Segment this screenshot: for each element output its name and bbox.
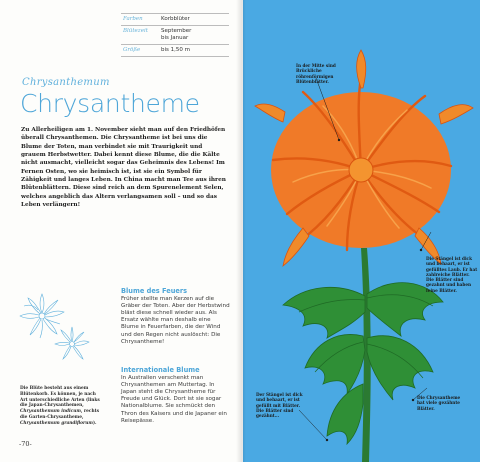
book-gutter <box>236 0 246 462</box>
section-text: In Australien verschenkt man Chrysanthemen am Muttertag. In Japan steht die Chrysantheme für Freude und Glück. Dort ist sie sogar Nationalblume. Sie schmückt den Thron des Kaisers und die Japaner ein Reisepässe. <box>121 375 227 424</box>
chrysanthemum-sketch-illustration <box>14 282 98 382</box>
page-title: Chrysantheme <box>20 89 200 118</box>
info-key: Farben <box>123 16 143 22</box>
body-text: Zu Allerheiligen am 1. November sieht man auf den Friedhöfen überall Chrysanthemen. Die Chrysantheme ist bei uns die Blume der Toten, man verbindet sie mit Traurigkeit und grauem Herbstwetter. Dabei kennt diese Blume, die die Kälte nicht ausmacht, vielleicht sogar das Geheimnis des Lebens! Im Fernen Osten, wo sie heimisch ist, ist sie ein Symbol für Zähigkeit und langes Leben. In China macht man Tee aus ihren Blütenblättern. Diese sind reich an dem Spurenelement Selen, welches angeblich das Altern verlangsamen soll – und so das Leben verlängern! <box>21 127 226 209</box>
info-value: September bis Januar <box>161 28 192 41</box>
right-page <box>243 0 480 462</box>
section-heading: Blume des Feuers <box>121 287 188 295</box>
annotation-stem: Der Stängel ist dick und behaart, er ist gefüllt mit Blätter. Die Blätter sind gezähnt... <box>256 392 303 419</box>
info-key: Größe <box>123 46 141 53</box>
info-row <box>121 26 229 45</box>
sketch-caption: Die Blüte besteht aus einem Blütenkorb. Es können, je nach Art unterschiedliche Arten (links die Japan-Chrysanthemen, Chrysanthemum indicum, rechts die Garten-Chrysantheme, Chrysanthemum grandiflorum). <box>20 386 100 426</box>
info-value: Korbblüter <box>161 16 190 22</box>
info-row <box>121 45 229 57</box>
sketch-flower-left <box>20 294 64 338</box>
latin-name: Chrysanthemum <box>22 77 110 88</box>
info-row <box>121 13 229 26</box>
section-heading: Internationale Blume <box>121 366 200 374</box>
info-value: bis 1,50 m <box>161 46 190 53</box>
sketch-flower-right <box>55 327 89 359</box>
section-text: Früher stellte man Kerzen auf die Gräber der Toten. Aber der Herbstwind bläst diese schnell wieder aus. Als Ersatz wählte man deshalb eine Blume in Feuerfarben, die der Wind und den Regen nicht auslöscht: Die Chrysantheme! <box>121 296 230 345</box>
annotation-leaves: Die Stängel ist dick und behaart, er ist gefülltes Laub. Er hat zahlreiche Blätter. Die Blätter sind gezahnt und haben feine Blätter. <box>426 256 478 293</box>
section-fire <box>121 288 230 346</box>
annotation-petals: In der Mitte sind Brückliche röhrenförmigen Blütenblätter. <box>296 63 336 84</box>
section-international <box>121 367 230 425</box>
info-key: Blütezeit <box>123 28 148 34</box>
annotation-bottom: Die Chrysantheme hat viele gezähnte Blätter. <box>417 395 461 411</box>
leaves <box>283 283 443 444</box>
flower-head <box>255 50 473 266</box>
info-table <box>121 13 229 57</box>
page-number: -70- <box>19 440 32 448</box>
